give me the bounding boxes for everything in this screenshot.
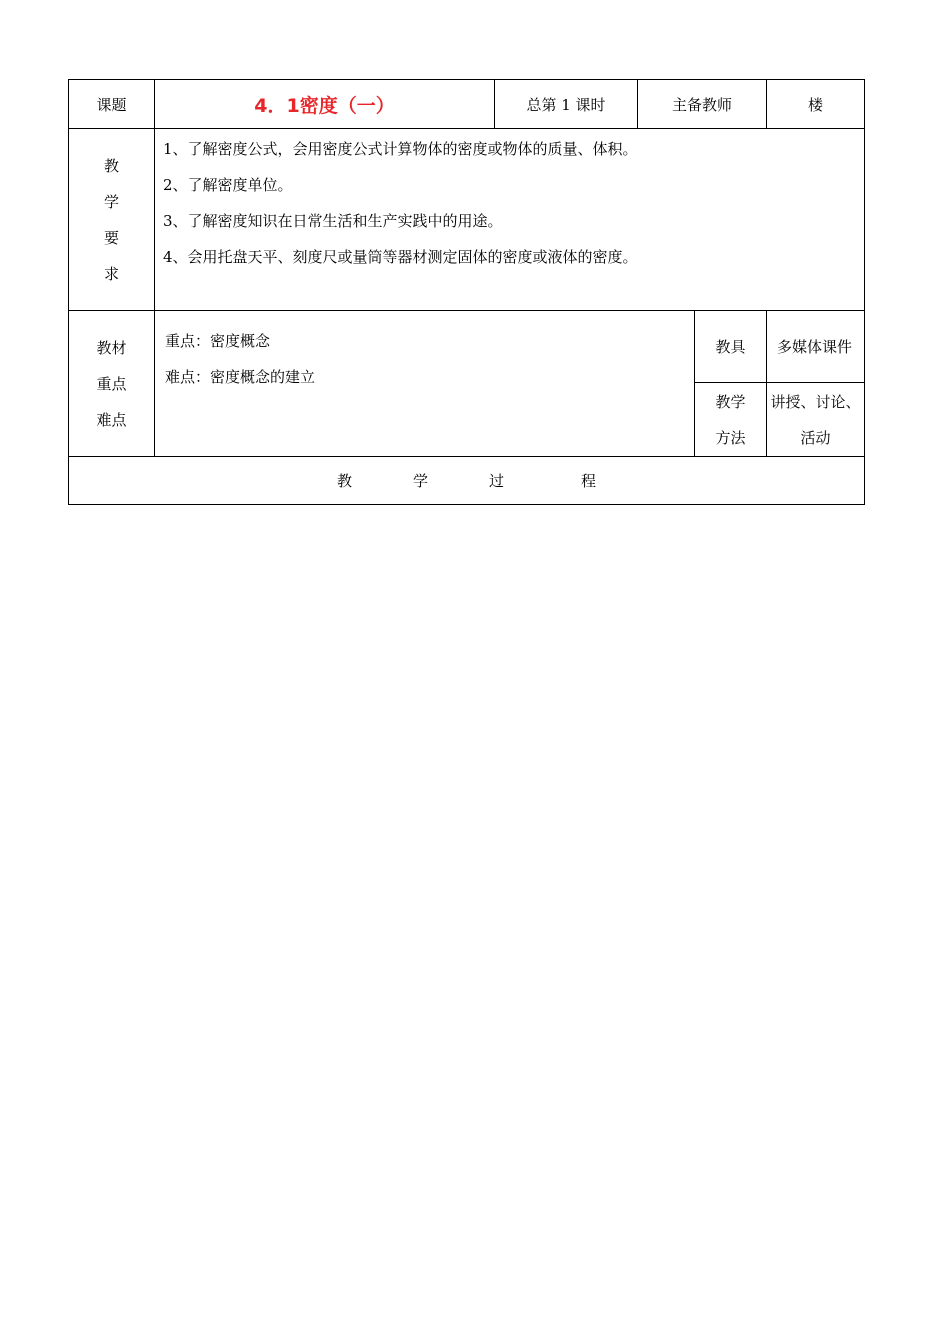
key-point: 重点：密度概念 [165,332,271,350]
requirement-item: 1、了解密度公式，会用密度公式计算物体的密度或物体的质量、体积。 [163,140,638,158]
header-row [69,80,865,129]
process-char: 过 [489,472,505,490]
method-value-line: 活动 [800,428,831,447]
requirement-item: 3、了解密度知识在日常生活和生产实践中的用途。 [163,212,503,230]
requirement-item: 4、会用托盘天平、刻度尺或量筒等器材测定固体的密度或液体的密度。 [163,248,638,266]
keypoints-label-line: 难点 [96,410,127,429]
keypoints-label-line: 重点 [96,374,127,393]
keypoints-label-line: 教材 [96,338,127,357]
lesson-title: 4．1密度（一） [254,94,395,117]
process-char: 学 [413,472,429,490]
keypoints-row-top [69,311,865,383]
method-label-line: 方法 [715,428,746,447]
requirements-label-char: 求 [103,264,119,283]
tools-label: 教具 [695,311,767,383]
requirements-label-char: 学 [103,192,119,211]
requirements-label-char: 要 [103,228,119,247]
method-label-cell [695,383,767,457]
process-row [69,457,865,505]
process-char: 程 [581,472,597,490]
requirements-list [155,129,865,311]
requirements-label-char: 教 [103,156,119,175]
difficulty-point: 难点：密度概念的建立 [165,368,316,386]
method-label-line: 教学 [715,392,746,411]
requirements-label-cell [69,129,155,311]
lesson-plan-table [68,79,865,505]
lesson-count: 总第 1 课时 [495,80,638,129]
keypoints-label-cell [69,311,155,457]
method-value-line: 讲授、讨论、 [770,392,861,411]
teacher-value: 楼 [767,80,865,129]
topic-label: 课题 [69,80,155,129]
lesson-title-cell [155,80,495,129]
teacher-label: 主备教师 [638,80,767,129]
keypoints-content [155,311,695,457]
process-char: 教 [337,472,353,490]
tools-value: 多媒体课件 [767,311,865,383]
method-value-cell [767,383,865,457]
requirement-item: 2、了解密度单位。 [163,176,293,194]
process-heading-cell [69,457,865,505]
requirements-row [69,129,865,311]
